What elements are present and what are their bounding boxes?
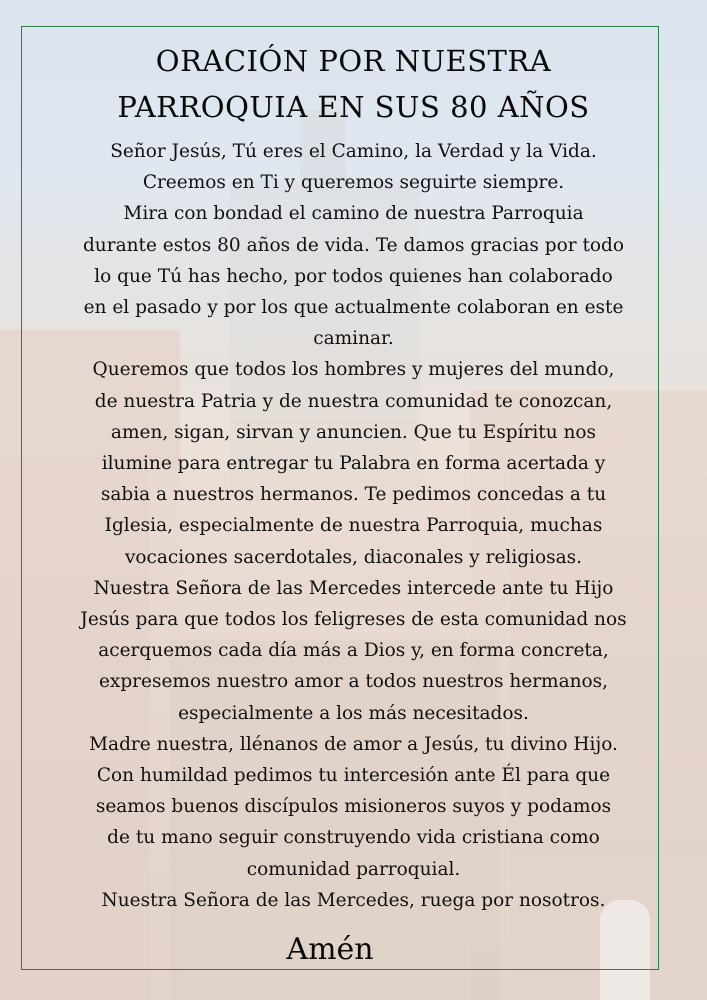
prayer-line: Nuestra Señora de las Mercedes, ruega por nosotros. — [101, 889, 606, 911]
prayer-line: durante estos 80 años de vida. Te damos gracias por todo — [82, 234, 625, 256]
prayer-line: en el pasado y por los que actualmente colaboran en este — [83, 297, 624, 319]
prayer-line: amen, sigan, sirvan y anuncien. Que tu Espíritu nos — [110, 421, 597, 443]
prayer-line: Jesús para que todos los feligreses de esta comunidad nos — [80, 609, 627, 631]
prayer-line: seamos buenos discípulos misioneros suyos y podamos — [95, 796, 612, 818]
page-title — [40, 38, 667, 130]
prayer-line: especialmente a los más necesitados. — [178, 702, 529, 724]
prayer-line: comunidad parroquial. — [246, 858, 461, 880]
title-line-1: ORACIÓN POR NUESTRA — [155, 44, 552, 78]
prayer-content — [40, 38, 667, 916]
prayer-line: Señor Jesús, Tú eres el Camino, la Verdad y la Vida. — [110, 141, 597, 162]
prayer-line: caminar. — [313, 328, 394, 350]
prayer-line: de nuestra Patria y de nuestra comunidad te conozcan, — [94, 390, 613, 412]
prayer-line: Queremos que todos los hombres y mujeres del mundo, — [92, 359, 615, 381]
prayer-line: Mira con bondad el camino de nuestra Parroquia — [123, 203, 584, 225]
prayer-line: de tu mano seguir construyendo vida cristiana como — [107, 827, 600, 849]
prayer-line: Iglesia, especialmente de nuestra Parroquia, muchas — [104, 515, 603, 537]
prayer-line: vocaciones sacerdotales, diaconales y religiosas. — [124, 546, 583, 568]
prayer-line: lo que Tú has hecho, por todos quienes han colaborado — [94, 265, 613, 287]
prayer-line: Con humildad pedimos tu intercesión ante Él para que — [96, 765, 611, 787]
prayer-line: sabia a nuestros hermanos. Te pedimos concedas a tu — [100, 484, 607, 506]
prayer-line: Creemos en Ti y queremos seguirte siempre. — [142, 172, 565, 194]
prayer-line: expresemos nuestro amor a todos nuestros hermanos, — [98, 671, 609, 693]
title-line-2: PARROQUIA EN SUS 80 AÑOS — [117, 90, 590, 124]
closing-amen: Amén — [286, 932, 374, 967]
prayer-line: Madre nuestra, llénanos de amor a Jesús, tu divino Hijo. — [89, 733, 618, 755]
prayer-line: Nuestra Señora de las Mercedes intercede ante tu Hijo — [93, 577, 614, 599]
prayer-text — [40, 136, 667, 916]
prayer-line: acerquemos cada día más a Dios y, en forma concreta, — [98, 640, 609, 662]
prayer-line: ilumine para entregar tu Palabra en forma acertada y — [101, 453, 606, 475]
